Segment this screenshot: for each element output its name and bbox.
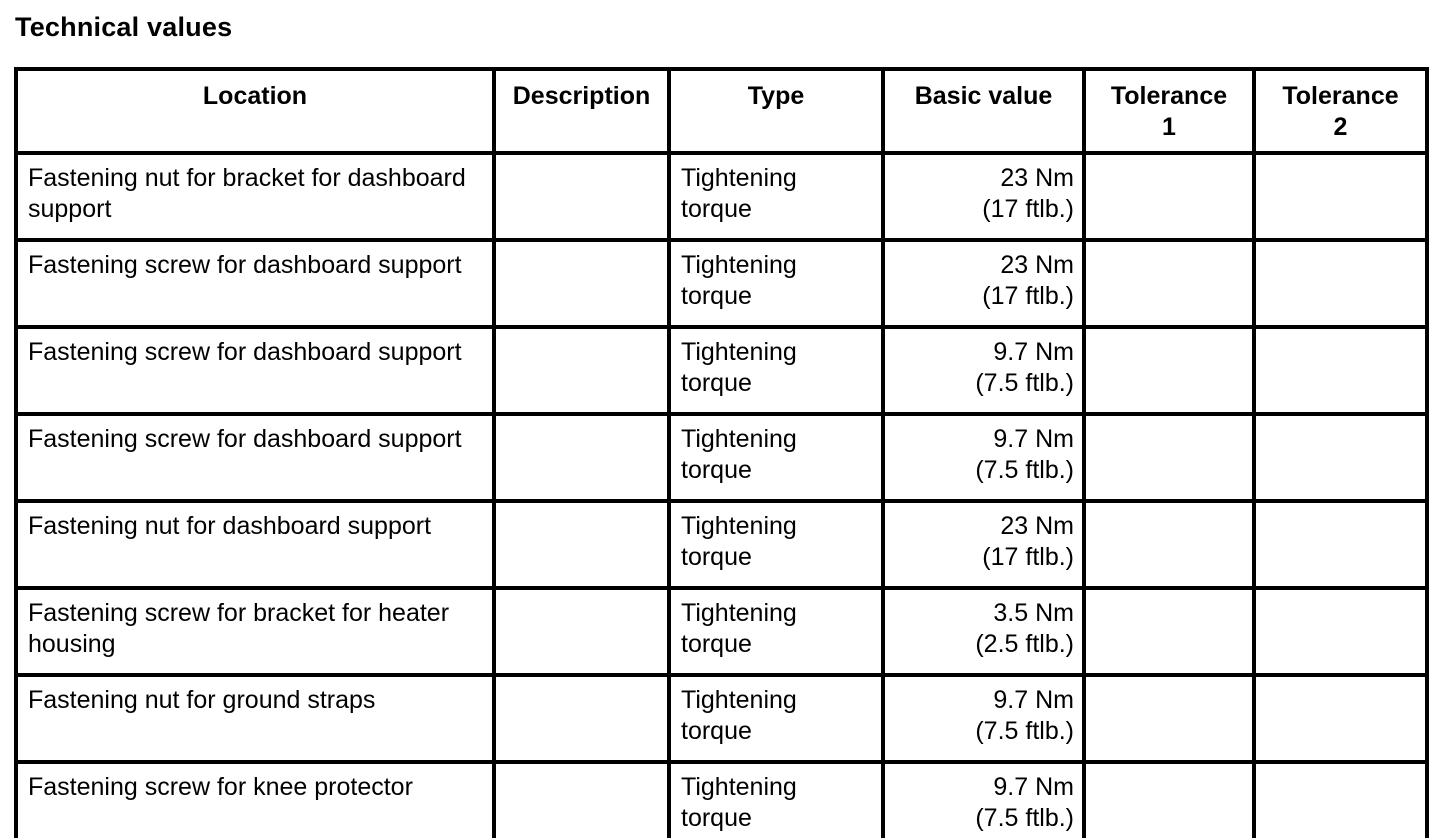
cell-basic-value — [883, 327, 1084, 414]
header-tolerance-1-line1: Tolerance — [1110, 82, 1228, 110]
value-imperial: (17 ftlb.) — [982, 282, 1074, 310]
table-row — [16, 588, 1427, 675]
cell-description — [494, 675, 669, 762]
cell-tolerance-2 — [1254, 240, 1427, 327]
cell-basic-value — [883, 153, 1084, 240]
value-imperial: (7.5 ftlb.) — [975, 804, 1074, 832]
cell-location: Fastening screw for dashboard support — [16, 414, 494, 501]
technical-values-table — [14, 67, 1429, 838]
page-title: Technical values — [15, 12, 233, 42]
table-row — [16, 240, 1427, 327]
cell-tolerance-2 — [1254, 327, 1427, 414]
cell-description — [494, 153, 669, 240]
cell-type: Tightening torque — [669, 501, 883, 588]
cell-type: Tightening torque — [669, 675, 883, 762]
cell-tolerance-2 — [1254, 762, 1427, 838]
cell-description — [494, 501, 669, 588]
cell-tolerance-1 — [1084, 327, 1254, 414]
header-basic-value: Basic value — [883, 69, 1084, 153]
cell-description — [494, 327, 669, 414]
cell-tolerance-1 — [1084, 414, 1254, 501]
cell-type: Tightening torque — [669, 414, 883, 501]
cell-type: Tightening torque — [669, 153, 883, 240]
value-metric: 23 Nm — [1000, 512, 1074, 540]
value-metric: 23 Nm — [1000, 251, 1074, 279]
cell-basic-value — [883, 240, 1084, 327]
cell-location: Fastening screw for knee protector — [16, 762, 494, 838]
cell-tolerance-1 — [1084, 762, 1254, 838]
value-imperial: (2.5 ftlb.) — [975, 630, 1074, 658]
cell-basic-value — [883, 501, 1084, 588]
header-tolerance-1-line2: 1 — [1162, 113, 1176, 141]
cell-tolerance-1 — [1084, 240, 1254, 327]
cell-tolerance-1 — [1084, 501, 1254, 588]
cell-location: Fastening screw for bracket for heater housing — [16, 588, 494, 675]
table-header-row — [16, 69, 1427, 153]
cell-tolerance-1 — [1084, 588, 1254, 675]
cell-description — [494, 588, 669, 675]
value-metric: 9.7 Nm — [993, 425, 1074, 453]
table-row — [16, 762, 1427, 838]
value-metric: 3.5 Nm — [993, 599, 1074, 627]
cell-basic-value — [883, 675, 1084, 762]
cell-basic-value — [883, 588, 1084, 675]
cell-type: Tightening torque — [669, 588, 883, 675]
cell-description — [494, 414, 669, 501]
table-row — [16, 414, 1427, 501]
table-row — [16, 675, 1427, 762]
header-tolerance-2-line2: 2 — [1333, 113, 1348, 141]
value-metric: 9.7 Nm — [993, 686, 1074, 714]
cell-type: Tightening torque — [669, 240, 883, 327]
value-imperial: (17 ftlb.) — [982, 543, 1074, 571]
cell-tolerance-1 — [1084, 153, 1254, 240]
cell-tolerance-2 — [1254, 501, 1427, 588]
header-type: Type — [669, 69, 883, 153]
cell-location: Fastening screw for dashboard support — [16, 240, 494, 327]
cell-tolerance-2 — [1254, 675, 1427, 762]
cell-tolerance-2 — [1254, 414, 1427, 501]
cell-description — [494, 240, 669, 327]
cell-type: Tightening torque — [669, 762, 883, 838]
header-tolerance-2-line1: Tolerance — [1282, 82, 1399, 110]
cell-basic-value — [883, 762, 1084, 838]
table-row — [16, 327, 1427, 414]
value-metric: 23 Nm — [1000, 164, 1074, 192]
cell-type: Tightening torque — [669, 327, 883, 414]
header-description: Description — [494, 69, 669, 153]
cell-tolerance-2 — [1254, 153, 1427, 240]
cell-location: Fastening nut for ground straps — [16, 675, 494, 762]
cell-tolerance-1 — [1084, 675, 1254, 762]
cell-tolerance-2 — [1254, 588, 1427, 675]
header-location: Location — [16, 69, 494, 153]
table-row — [16, 501, 1427, 588]
header-tolerance-2 — [1254, 69, 1427, 153]
header-tolerance-1 — [1084, 69, 1254, 153]
cell-location: Fastening nut for bracket for dashboard support — [16, 153, 494, 240]
value-metric: 9.7 Nm — [993, 338, 1074, 366]
cell-basic-value — [883, 414, 1084, 501]
value-imperial: (7.5 ftlb.) — [975, 717, 1074, 745]
cell-description — [494, 762, 669, 838]
value-imperial: (7.5 ftlb.) — [975, 456, 1074, 484]
value-imperial: (17 ftlb.) — [982, 195, 1074, 223]
cell-location: Fastening nut for dashboard support — [16, 501, 494, 588]
value-metric: 9.7 Nm — [993, 773, 1074, 801]
table-row — [16, 153, 1427, 240]
value-imperial: (7.5 ftlb.) — [975, 369, 1074, 397]
cell-location: Fastening screw for dashboard support — [16, 327, 494, 414]
